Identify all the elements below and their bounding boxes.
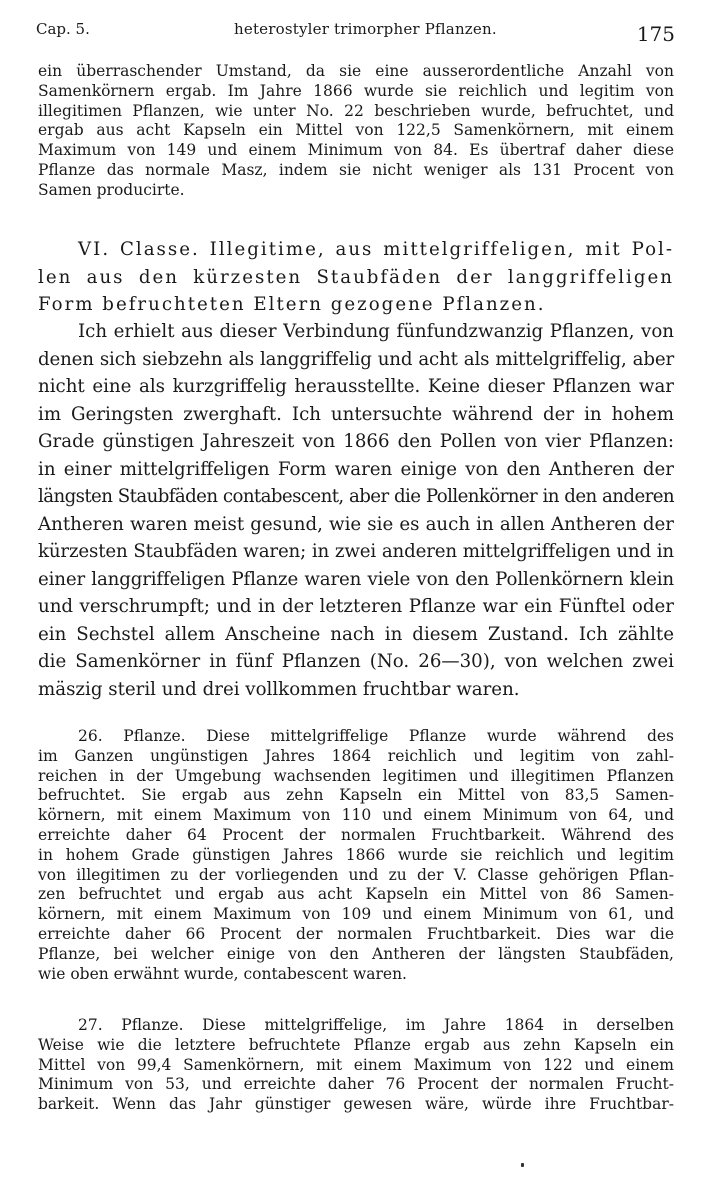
text-line: 27. Pflanze. Diese mittelgriffelige, im Jahre 1864 in derselben [78,1016,674,1034]
text-line: von illegitimen zu der vorliegenden und zu der V. Classe gehörigen Pflan- [38,865,674,884]
text-line: ein Sechstel allem Anscheine nach in diesem Zustand. Ich zählte [38,623,674,645]
text-line: im Ganzen ungünstigen Jahres 1864 reichlich und legitim von zahl- [38,746,674,765]
chapter-label: Cap. 5. [36,20,90,38]
text-line: Minimum von 53, und erreichte daher 76 Procent der normalen Frucht- [38,1075,674,1094]
text-line: nicht eine als kurzgriffelig herausstellte. Keine dieser Pflanzen war [38,376,674,397]
text-line: barkeit. Wenn das Jahr günstiger gewesen wäre, würde ihre Fruchtbar- [38,1095,674,1114]
text-line: körnern, mit einem Maximum von 109 und einem Minimum von 61, und [38,905,674,924]
text-line: Maximum von 149 und einem Minimum von 84. Es übertraf daher diese [38,141,674,160]
text-line: wie oben erwähnt wurde, contabescent waren. [38,964,407,983]
heading-line: Form befruchteten Eltern gezogene Pflanzen. [38,294,546,315]
text-line: Ich erhielt aus dieser Verbindung fünfundzwanzig Pflanzen, von [78,321,674,342]
text-line: zen befruchtet und ergab aus acht Kapseln ein Mittel von 86 Samen- [38,885,674,904]
paragraph-continuation [38,62,674,201]
text-line: Pflanze, bei welcher einige von den Antheren der längsten Staubfäden, [38,944,674,963]
text-line: kürzesten Staubfäden waren; in zwei anderen mittelgriffeligen und in [38,541,674,562]
heading-line: VI. Classe. Illegitime, aus mittelgriffeligen, mit Pol- [78,239,674,260]
text-line: in hohem Grade günstigen Jahres 1866 wurde sie reichlich und legitim [38,845,674,864]
text-line: die Samenkörner in fünf Pflanzen (No. 26—30), von welchen zwei [38,651,674,672]
paragraph-plant-27 [38,1016,674,1115]
text-line: einer langgriffeligen Pflanze waren viele von den Pollenkörnern klein [38,568,674,590]
text-line: im Geringsten zwerghaft. Ich untersuchte während der in hohem [38,403,674,425]
text-line: ergab aus acht Kapseln ein Mittel von 122,5 Samenkörnern, mit einem [38,121,674,140]
text-line: Weise wie die letztere befruchtete Pflanze ergab aus zehn Kapseln ein [38,1035,674,1054]
text-line: illegitimen Pflanzen, wie unter No. 22 beschrieben wurde, befruchtet, und [38,101,674,120]
text-line: erreichte daher 66 Procent der normalen Fruchtbarkeit. Dies war die [38,924,674,943]
print-speck [521,1163,524,1167]
text-line: reichen in der Umgebung wachsenden legitimen und illegitimen Pflanzen [38,766,674,785]
text-line: Pflanze das normale Masz, indem sie nicht weniger als 131 Procent von [38,160,674,179]
heading-line: len aus den kürzesten Staubfäden der langgriffeligen [38,266,674,288]
text-line: mäszig steril und drei vollkommen fruchtbar waren. [38,678,520,700]
running-header [36,14,675,46]
text-line: körnern, mit einem Maximum von 110 und einem Minimum von 64, und [38,806,674,825]
text-line: Samen producirte. [38,180,185,199]
text-line: und verschrumpft; und in der letzteren Pflanze war ein Fünftel oder [38,596,674,617]
paragraph-plant-26 [38,727,674,984]
paragraph-main [38,318,674,703]
text-line: Samenkörnern ergab. Im Jahre 1866 wurde sie reichlich und legitim von [38,81,674,100]
text-line: Antheren waren meist gesund, wie sie es auch in allen Antheren der [38,513,674,535]
text-line: denen sich siebzehn als langgriffelig und acht als mittelgriffelig, aber [38,348,674,370]
text-line: Mittel von 99,4 Samenkörnern, mit einem Maximum von 122 und einem [38,1055,674,1074]
page-number: 175 [636,22,675,46]
text-line: in einer mittelgriffeligen Form waren einige von den Antheren der [38,458,674,480]
text-line: längsten Staubfäden contabescent, aber die Pollenkörner in den anderen [38,486,674,507]
text-line: ein überraschender Umstand, da sie eine ausserordentliche Anzahl von [38,62,674,80]
text-line: Grade günstigen Jahreszeit von 1866 den Pollen von vier Pflanzen: [38,431,674,452]
text-line: befruchtet. Sie ergab aus zehn Kapseln ein Mittel von 83,5 Samen- [38,786,674,805]
running-title: heterostyler trimorpher Pflanzen. [234,20,497,38]
section-heading [38,236,674,319]
text-line: erreichte daher 64 Procent der normalen Fruchtbarkeit. Während des [38,825,674,844]
text-line: 26. Pflanze. Diese mittelgriffelige Pflanze wurde während des [78,727,674,745]
